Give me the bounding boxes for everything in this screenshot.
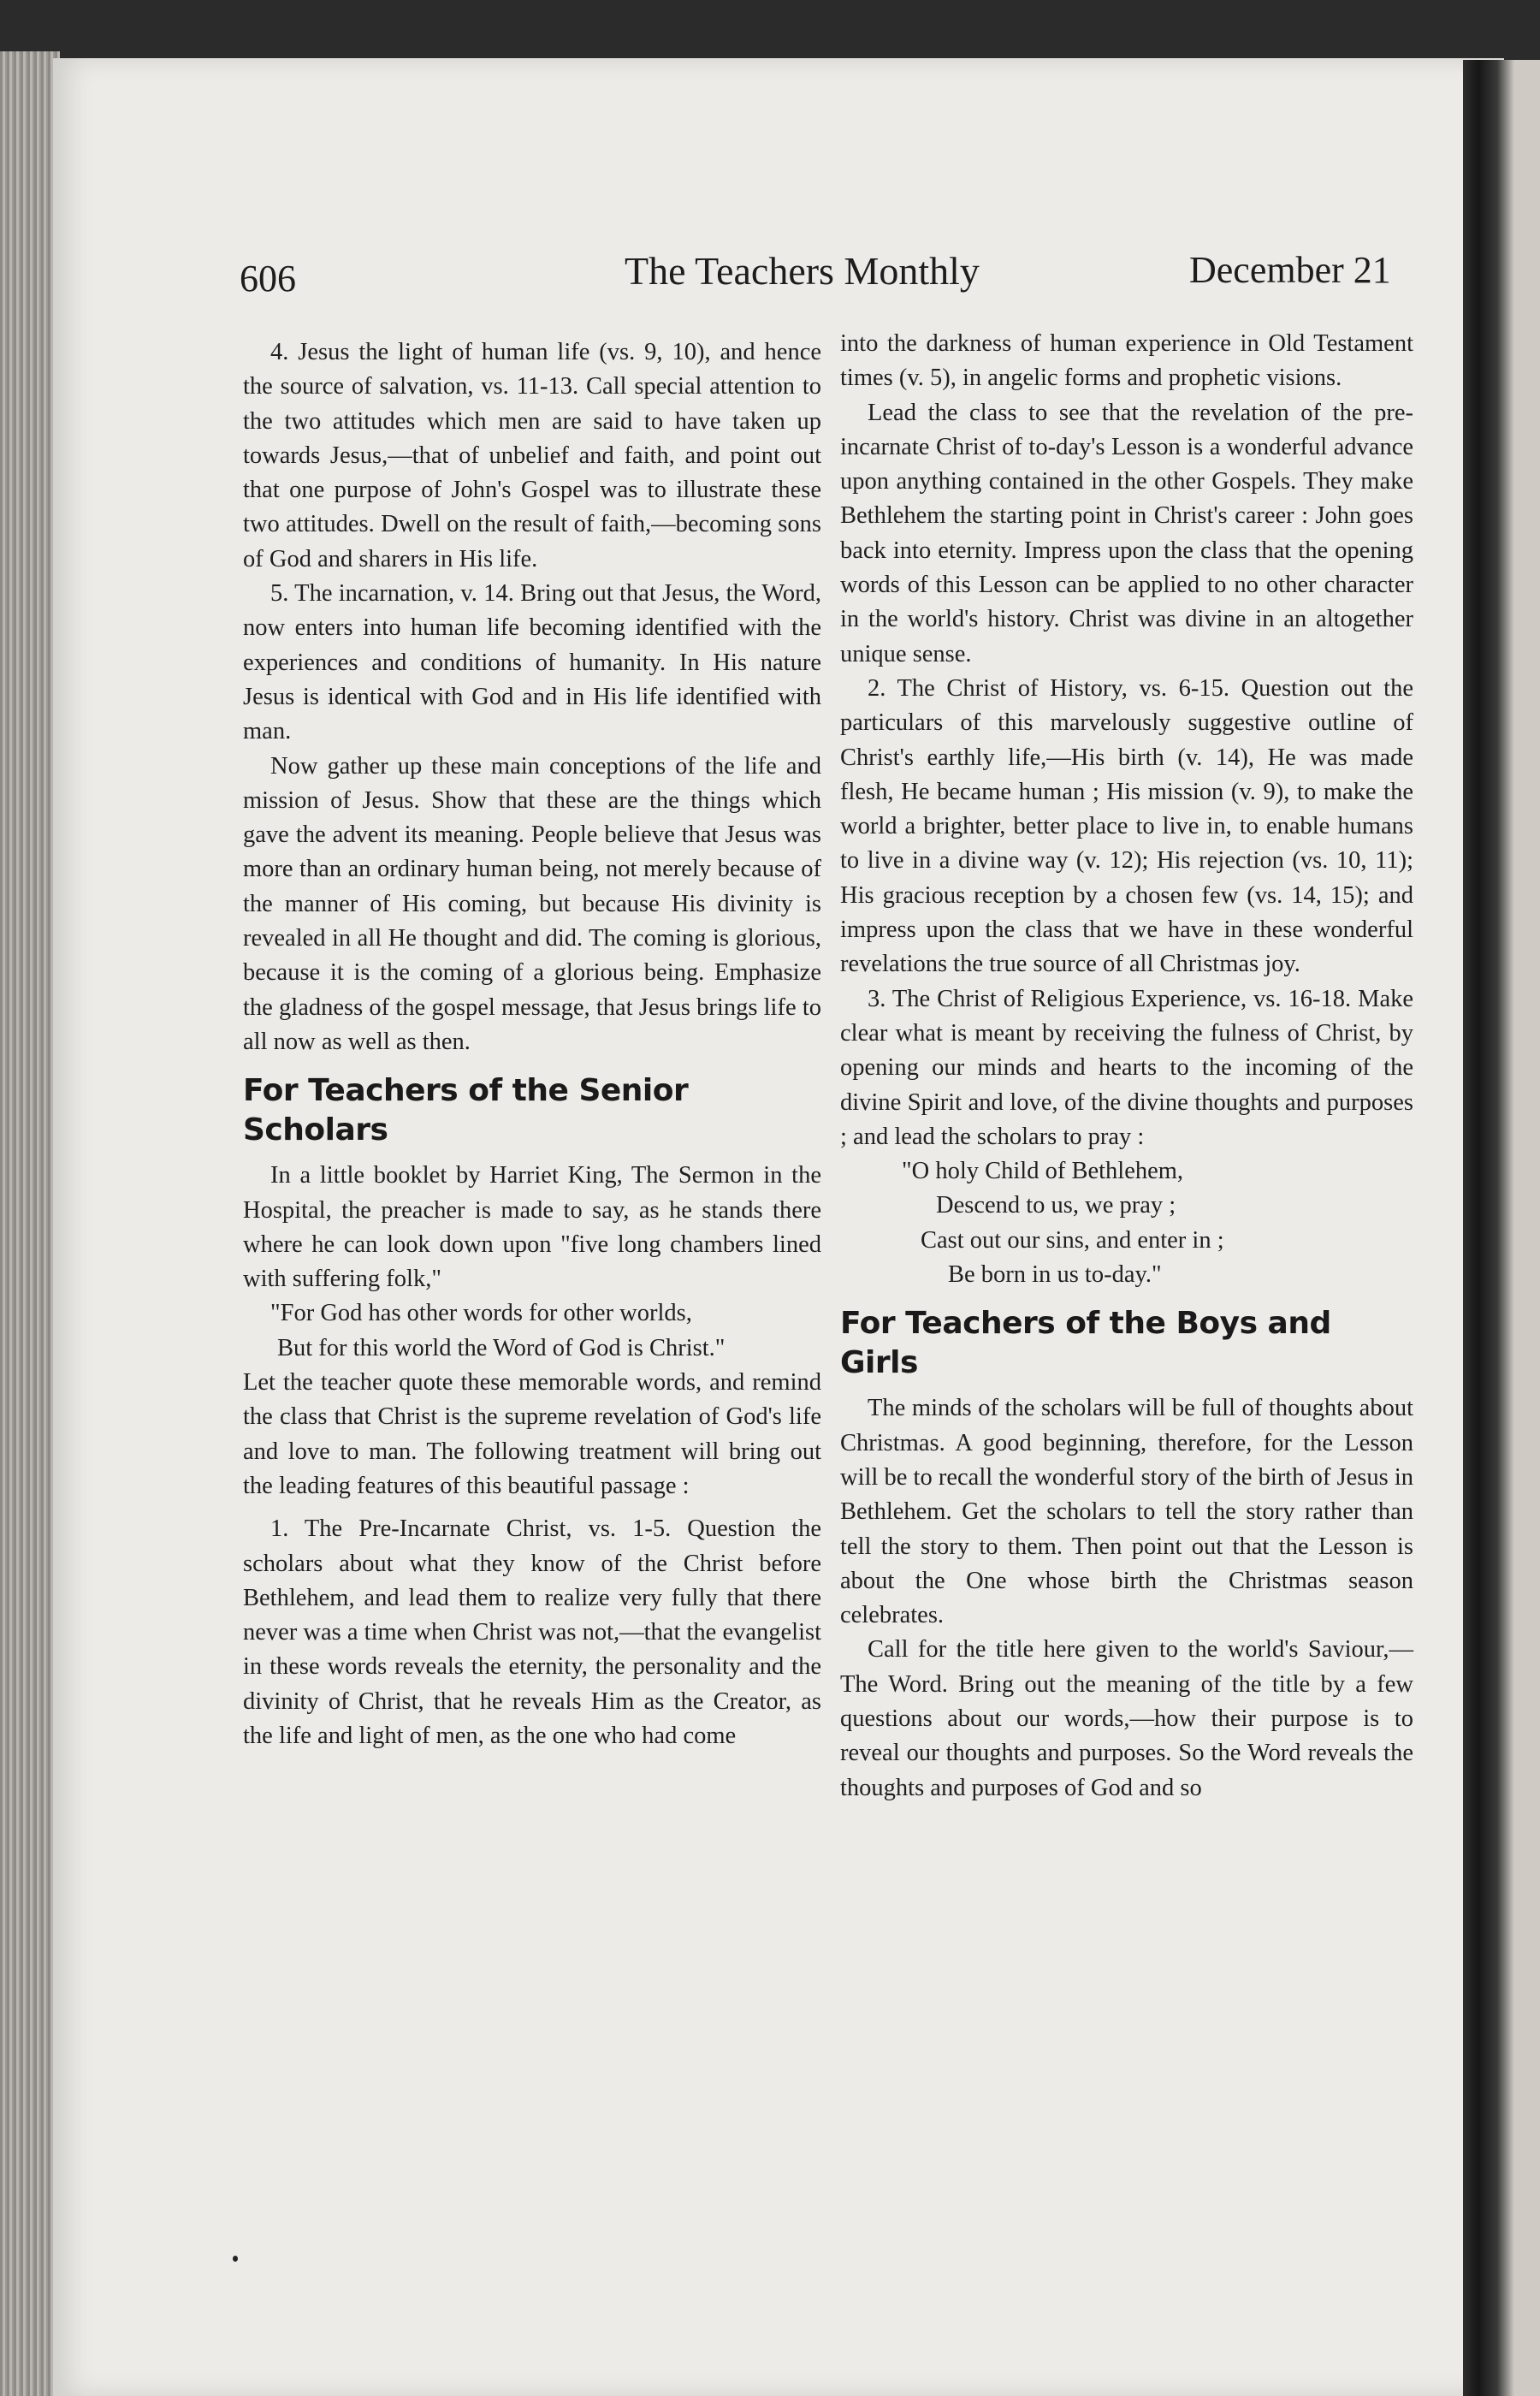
page-header <box>0 248 1540 308</box>
paragraph: The minds of the scholars will be full of thoughts about Christmas. A good beginning, therefore, for the Lesson will be to recall the wonderful story of the birth of Jesus in Bethlehem. Get the scholars to tell the story rather than tell the story to them. Then point out that the Lesson is about the One whose birth the Christmas season celebrates. <box>840 1395 1413 1629</box>
running-title: The Teachers Monthly <box>625 249 980 293</box>
paragraph: Call for the title here given to the world's Saviour,—The Word. Bring out the meaning of the title by a few questions about our words,—how their purpose is to reveal our thoughts and purposes. So the Word reveals the thoughts and purposes of God and so <box>840 1636 1413 1801</box>
ink-speck <box>233 2256 238 2262</box>
verse-line: "O holy Child of Bethlehem, <box>902 1158 1184 1185</box>
paragraph: 4. Jesus the light of human life (vs. 9, 10), and hence the source of salvation, vs. 11-13. Call special attention to the two attitudes which men are said to have taken up towards Jesus,—that of unbelief and faith, and point out that one purpose of John's Gospel was to illustrate these two attitudes. Dwell on the result of faith,—becoming sons of God and sharers in His life. <box>243 339 821 572</box>
right-column <box>840 327 1413 1806</box>
section-heading-senior: For Teachers of the Senior Scholars <box>243 1073 689 1148</box>
book-page-edges <box>0 51 60 2396</box>
quote-line: But for this world the Word of God is Christ." <box>277 1334 726 1361</box>
paragraph: Lead the class to see that the revelation of the pre-incarnate Christ of to-day's Lesson is a wonderful advance upon anything contained in the other Gospels. They make Bethlehem the starting point in Christ's career : John goes back into eternity. Impress upon the class that the opening words of this Lesson can be applied to no other character in the world's history. Christ was divine in an altogether unique sense. <box>840 399 1413 667</box>
section-heading-boys-girls: For Teachers of the Boys and Girls <box>840 1306 1331 1381</box>
paragraph: Now gather up these main conceptions of the life and mission of Jesus. Show that these are the things which gave the advent its meaning. People believe that Jesus was more than an ordinary human being, not merely because of the manner of His coming, but because His divinity is revealed in all He thought and did. The coming is glorious, because it is the coming of a glorious being. Emphasize the gladness of the gospel message, that Jesus brings life to all now as well as then. <box>243 752 821 1055</box>
verse-line: Cast out our sins, and enter in ; <box>921 1226 1224 1254</box>
scan-background-top <box>0 0 1540 60</box>
verse-line: Be born in us to-day." <box>948 1261 1162 1289</box>
paragraph: into the darkness of human experience in Old Testament times (v. 5), in angelic forms and prophetic visions. <box>840 330 1413 392</box>
paragraph: Let the teacher quote these memorable words, and remind the class that Christ is the supreme revelation of God's life and love to man. The following treatment will bring out the leading features of this beautiful passage : <box>243 1369 821 1499</box>
book-spine-shadow <box>1463 60 1540 2396</box>
header-date: December 21 <box>1189 249 1391 291</box>
paragraph: 1. The Pre-Incarnate Christ, vs. 1-5. Question the scholars about what they know of the Christ before Bethlehem, and lead them to realize very fully that there never was a time when Christ was not,—that the evangelist in these words reveals the eternity, the personality and the divinity of Christ, that he reveals Him as the Creator, as the life and light of men, as the one who had come <box>243 1515 821 1749</box>
paragraph: 3. The Christ of Religious Experience, vs. 16-18. Make clear what is meant by receiving the fulness of Christ, by opening our minds and hearts to the incoming of the divine Spirit and love, of the divine thoughts and purposes ; and lead the scholars to pray : <box>840 985 1413 1150</box>
paragraph: 2. The Christ of History, vs. 6-15. Question out the particulars of this marvelously suggestive outline of Christ's earthly life,—His birth (v. 14), He was made flesh, He became human ; His mission (v. 9), to make the world a brighter, better place to live in, to enable humans to live in a divine way (v. 12); His rejection (vs. 10, 11); His gracious reception by a chosen few (vs. 14, 15); and impress upon the class that we have in these wonderful revelations the true source of all Christmas joy. <box>840 674 1413 978</box>
quote-line: "For God has other words for other worlds, <box>270 1300 692 1327</box>
left-column <box>243 335 821 1753</box>
paragraph: 5. The incarnation, v. 14. Bring out that Jesus, the Word, now enters into human life becoming identified with the experiences and conditions of humanity. In His nature Jesus is identical with God and in His life identified with man. <box>243 580 821 745</box>
page-number: 606 <box>240 258 296 300</box>
verse-line: Descend to us, we pray ; <box>936 1192 1176 1219</box>
paragraph: In a little booklet by Harriet King, The Sermon in the Hospital, the preacher is made to say, as he stands there where he can look down upon "five long chambers lined with suffering folk," <box>243 1162 821 1293</box>
